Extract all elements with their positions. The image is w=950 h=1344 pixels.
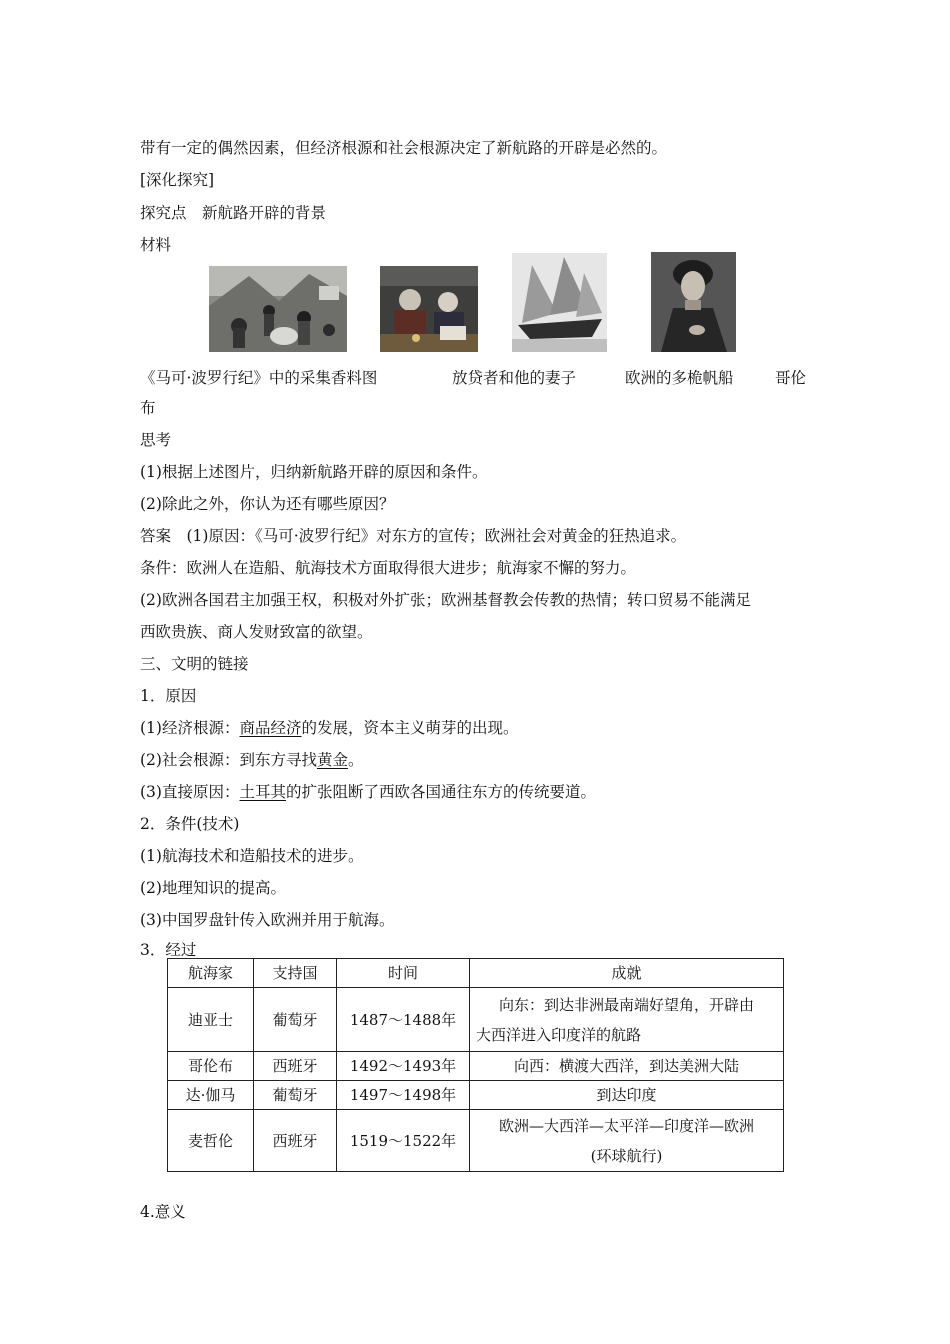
text-span: (3)直接原因： xyxy=(140,783,240,801)
cause-social xyxy=(140,750,364,770)
caption-columbus-2: 布 xyxy=(140,399,156,417)
answer-1: 答案 (1)原因：《马可·波罗行纪》对东方的宣传；欧洲社会对黄金的狂热追求。 xyxy=(140,527,687,545)
condition-2: (2)地理知识的提高。 xyxy=(140,879,286,897)
table-row xyxy=(168,1110,784,1172)
text-span: (2)社会根源：到东方寻找 xyxy=(140,751,317,769)
spice-gathering-image xyxy=(209,266,347,352)
cell-time: 1497～1498年 xyxy=(337,1081,470,1110)
subheading-significance: 4.意义 xyxy=(140,1203,186,1221)
cell-country: 西班牙 xyxy=(254,1110,337,1172)
voyages-table xyxy=(167,958,784,1172)
subheading-conditions: 2．条件(技术) xyxy=(140,815,240,833)
cell-country: 葡萄牙 xyxy=(254,1081,337,1110)
underlined-term: 土耳其 xyxy=(239,783,286,801)
underlined-term: 黄金 xyxy=(316,751,348,769)
header-navigator: 航海家 xyxy=(168,959,254,988)
achievement-line: 大西洋进入印度洋的航路 xyxy=(476,1025,642,1044)
cell-achievement xyxy=(470,1110,784,1172)
columbus-portrait-image xyxy=(651,252,736,352)
cell-name: 哥伦布 xyxy=(168,1052,254,1081)
text-span: 的发展，资本主义萌芽的出现。 xyxy=(301,719,519,737)
table-row xyxy=(168,1081,784,1110)
subheading-causes: 1．原因 xyxy=(140,687,197,705)
header-country: 支持国 xyxy=(254,959,337,988)
underlined-term: 商品经济 xyxy=(239,719,302,737)
text-span: (1)经济根源： xyxy=(140,719,240,737)
cause-direct xyxy=(140,782,596,802)
section-heading: 三、文明的链接 xyxy=(140,655,249,673)
caption-moneylender: 放贷者和他的妻子 xyxy=(452,369,577,387)
caption-spice: 《马可·波罗行纪》中的采集香料图 xyxy=(140,369,378,387)
caption-columbus-1: 哥伦 xyxy=(775,369,807,387)
cell-name: 达·伽马 xyxy=(168,1081,254,1110)
question-1: (1)根据上述图片，归纳新航路开辟的原因和条件。 xyxy=(140,463,488,481)
cell-country: 葡萄牙 xyxy=(254,988,337,1052)
cell-time: 1492～1493年 xyxy=(337,1052,470,1081)
table-header-row xyxy=(168,959,784,988)
header-achievement: 成就 xyxy=(470,959,784,988)
section-label: [深化探究] xyxy=(140,171,215,189)
answer-2: 条件：欧洲人在造船、航海技术方面取得很大进步；航海家不懈的努力。 xyxy=(140,559,637,577)
cell-time: 1487～1488年 xyxy=(337,988,470,1052)
caption-ship: 欧洲的多桅帆船 xyxy=(625,369,734,387)
cell-achievement: 到达印度 xyxy=(470,1081,784,1110)
table-row xyxy=(168,988,784,1052)
moneylender-image xyxy=(380,266,478,352)
cell-name: 麦哲伦 xyxy=(168,1110,254,1172)
cell-name: 迪亚士 xyxy=(168,988,254,1052)
cell-country: 西班牙 xyxy=(254,1052,337,1081)
cell-time: 1519～1522年 xyxy=(337,1110,470,1172)
table-row xyxy=(168,1052,784,1081)
subheading-process: 3．经过 xyxy=(140,941,197,959)
text-span: 。 xyxy=(347,751,364,769)
question-2: (2)除此之外，你认为还有哪些原因？ xyxy=(140,495,395,513)
answer-3: (2)欧洲各国君主加强王权，积极对外扩张；欧洲基督教会传教的热情；转口贸易不能满足 xyxy=(140,591,751,609)
text-line: 带有一定的偶然因素，但经济根源和社会根源决定了新航路的开辟是必然的。 xyxy=(140,139,668,157)
cell-achievement xyxy=(470,988,784,1052)
header-time: 时间 xyxy=(337,959,470,988)
condition-3: (3)中国罗盘针传入欧洲并用于航海。 xyxy=(140,911,395,929)
answer-4: 西欧贵族、商人发财致富的欲望。 xyxy=(140,623,373,641)
achievement-line: 向东：到达非洲最南端好望角，开辟由 xyxy=(498,995,754,1014)
achievement-line: (环球航行) xyxy=(590,1146,663,1165)
text-span: 的扩张阻断了西欧各国通往东方的传统要道。 xyxy=(285,783,596,801)
think-label: 思考 xyxy=(140,431,172,449)
cell-achievement: 向西：横渡大西洋，到达美洲大陆 xyxy=(470,1052,784,1081)
inquiry-title: 探究点 新航路开辟的背景 xyxy=(140,204,327,222)
cause-economic xyxy=(140,718,519,738)
condition-1: (1)航海技术和造船技术的进步。 xyxy=(140,847,364,865)
achievement-line: 欧洲—大西洋—太平洋—印度洋—欧洲 xyxy=(498,1116,754,1135)
material-label: 材料 xyxy=(140,236,172,254)
sailing-ship-image xyxy=(512,253,607,352)
